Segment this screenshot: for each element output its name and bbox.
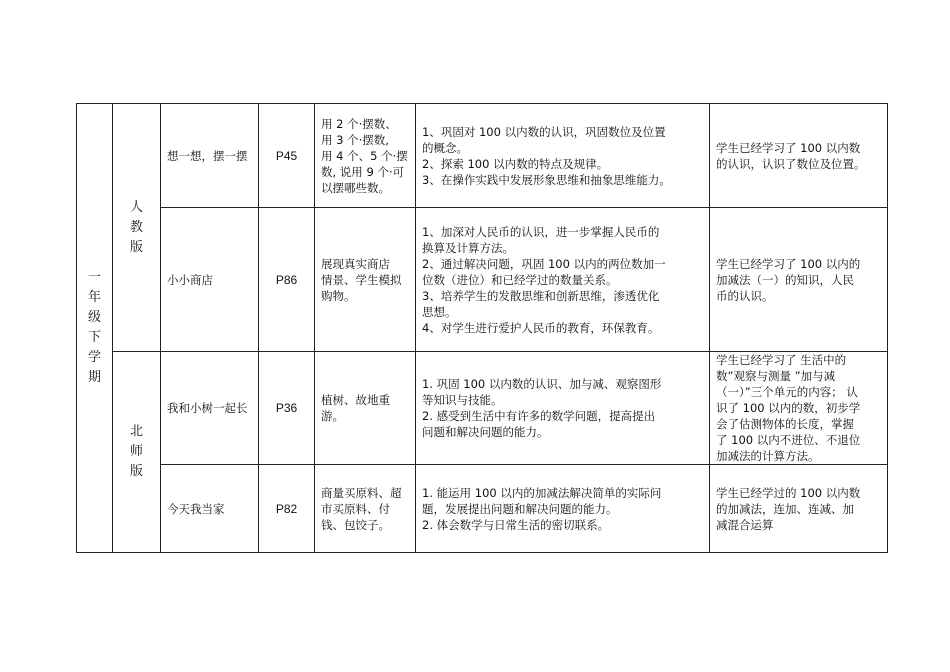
prior-knowledge-text: 学生已经学习了 生活中的 数”观察与测量 ”加与减 （一）”三个单元的内容； 认 识了 100 以内的数，初步学 会了估测物体的长度，掌握 了 100 以内不进位、不退位 加减法的计算方法。 — [716, 353, 861, 463]
activity-text: 展现真实商店 情景、学生模拟 购物。 — [321, 256, 402, 303]
grade-cell — [77, 104, 113, 553]
activity-cell — [315, 465, 416, 553]
goals-cell — [416, 352, 710, 465]
curriculum-table — [76, 103, 888, 553]
goals-cell — [416, 208, 710, 352]
lesson-cell — [161, 208, 259, 352]
table-row — [77, 465, 888, 553]
lesson-cell — [161, 352, 259, 465]
prior-cell — [710, 104, 888, 208]
prior-knowledge-text: 学生已经学习了 100 以内数 的认识，认识了数位及位置。 — [716, 140, 866, 171]
prior-cell — [710, 465, 888, 553]
goals-text: 1、巩固对 100 以内数的认识，巩固数位及位置 的概念。 2、探索 100 以内数的特点及规律。 3、在操作实践中发展形象思维和抽象思维能力。 — [422, 124, 671, 187]
page-cell — [259, 465, 315, 553]
table-row — [77, 104, 888, 208]
lesson-name: 我和小树一起长 — [167, 401, 248, 415]
page-cell — [259, 104, 315, 208]
lesson-cell — [161, 104, 259, 208]
edition-cell — [113, 104, 161, 352]
goals-text: 1. 巩固 100 以内数的认识、加与减、观察图形 等知识与技能。 2. 感受到生活中有许多的数学问题，提高提出 问题和解决问题的能力。 — [422, 377, 662, 439]
page-cell — [259, 352, 315, 465]
goals-text: 1、加深对人民币的认识，进一步掌握人民币的 换算及计算方法。 2、通过解决问题，巩固 100 以内的两位数加一 位数（进位）和已经学过的数量关系。 3、培养学生的发散思维和创新思维，渗透优化 思想。 4、对学生进行爱护人民币的教育，环保教育。 — [422, 224, 666, 335]
goals-text: 1. 能运用 100 以内的加减法解决简单的实际问 题，发展提出问题和解决问题的能力。 2. 体会数学与日常生活的密切联系。 — [422, 485, 662, 532]
activity-cell — [315, 352, 416, 465]
goals-cell — [416, 104, 710, 208]
page-cell — [259, 208, 315, 352]
goals-cell — [416, 465, 710, 553]
prior-knowledge-text: 学生已经学习了 100 以内的 加减法（一）的知识，人民 币的认识。 — [716, 256, 861, 303]
table-row — [77, 208, 888, 352]
edition-label: 人教版 — [129, 199, 143, 255]
edition-label: 北师版 — [129, 424, 143, 479]
edition-cell — [113, 352, 161, 553]
lesson-name: 想一想，摆一摆 — [167, 148, 248, 163]
activity-cell — [315, 104, 416, 208]
prior-cell — [710, 208, 888, 352]
prior-knowledge-text: 学生已经学过的 100 以内数 的加减法，连加、连减、加 减混合运算 — [716, 485, 861, 532]
page-number: P36 — [275, 401, 298, 415]
prior-cell — [710, 352, 888, 465]
page-number: P45 — [275, 148, 298, 163]
activity-text: 植树、故地重 游。 — [321, 393, 390, 423]
lesson-name: 小小商店 — [167, 272, 213, 287]
lesson-name: 今天我当家 — [167, 501, 225, 516]
activity-text: 用 2 个·摆数、 用 3 个·摆数, 用 4 个、5 个·摆 数, 说用 9 个·可 以摆哪些数。 — [321, 116, 408, 195]
table-row — [77, 352, 888, 465]
grade-label: 一年级下学期 — [87, 270, 101, 385]
page-number: P86 — [275, 272, 298, 287]
lesson-cell — [161, 465, 259, 553]
activity-cell — [315, 208, 416, 352]
activity-text: 商量买原料、超 市买原料、付 钱、包饺子。 — [321, 485, 402, 532]
page-number: P82 — [275, 501, 298, 516]
